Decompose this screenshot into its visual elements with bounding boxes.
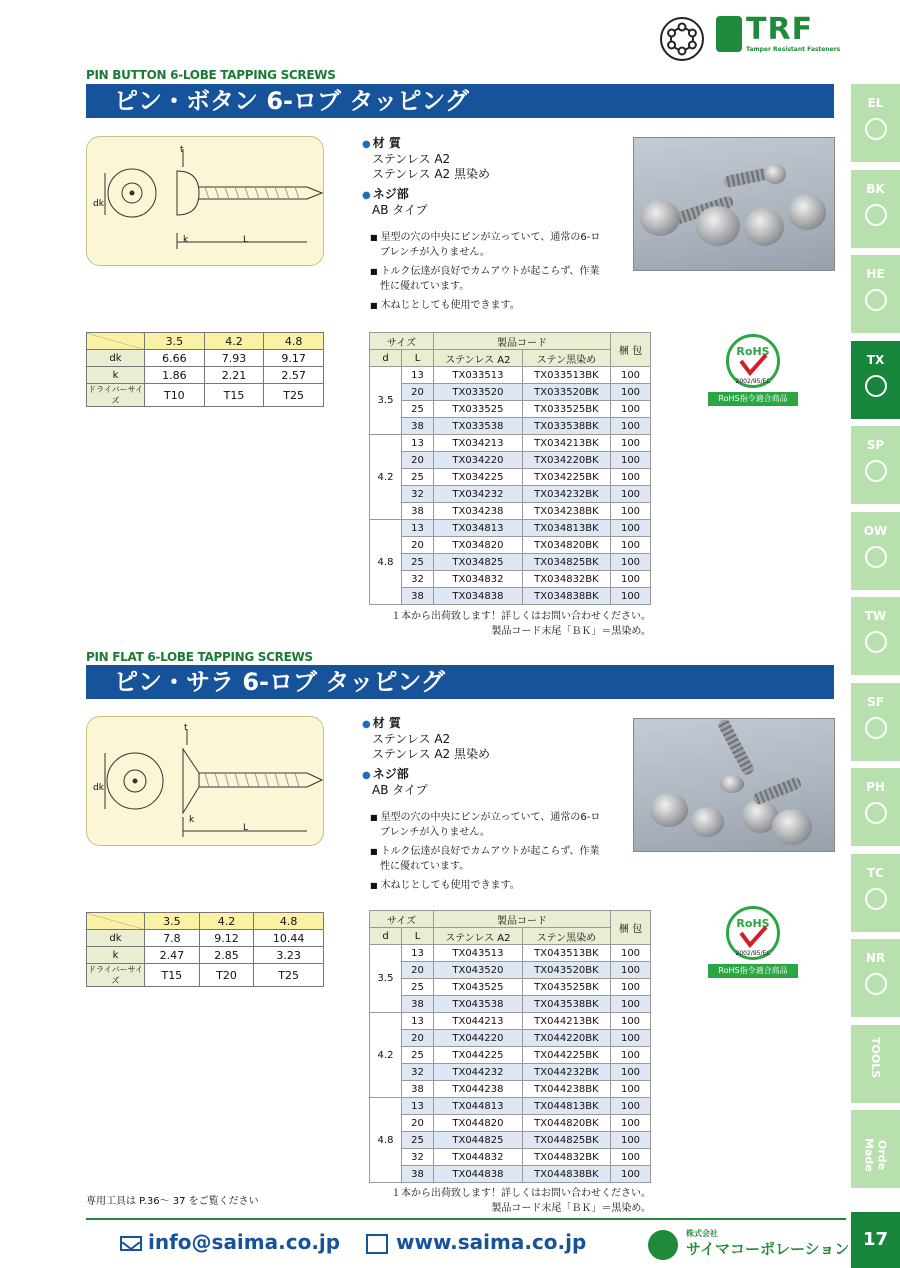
- side-tab-label: SF: [867, 694, 884, 709]
- table-row: [370, 503, 651, 520]
- table-row: [370, 996, 651, 1013]
- table-row: [370, 571, 651, 588]
- black-code-cell: TX034832BK: [522, 571, 610, 588]
- stainless-code-cell: TX044220: [434, 1030, 523, 1047]
- stainless-code-cell: TX034225: [434, 469, 523, 486]
- stainless-code-cell: TX033538: [434, 418, 523, 435]
- drive-type-icon: [865, 546, 887, 568]
- length-cell: 38: [402, 1081, 434, 1098]
- dim-label: dk: [87, 350, 145, 367]
- label-k: k: [183, 235, 189, 245]
- stainless-code-cell: TX043513: [434, 945, 523, 962]
- black-code-cell: TX044238BK: [522, 1081, 610, 1098]
- section-1-product-table: [369, 332, 651, 605]
- section-1-title-en: PIN BUTTON 6-LOBE TAPPING SCREWS: [86, 68, 336, 82]
- company-name: サイマコーポレーション: [686, 1240, 850, 1258]
- side-tab-orde-made[interactable]: [851, 1110, 900, 1188]
- size-header: 4.2: [199, 913, 254, 930]
- side-tab-tw[interactable]: [851, 597, 900, 675]
- side-tab-ph[interactable]: [851, 768, 900, 846]
- dim-label: k: [87, 367, 145, 384]
- pack-cell: 100: [611, 1081, 651, 1098]
- rohs-year: 2002/95/EC: [735, 378, 771, 385]
- length-cell: 13: [402, 520, 434, 537]
- label-dk: dk: [93, 199, 104, 209]
- stainless-code-cell: TX034838: [434, 588, 523, 605]
- side-tab-sf[interactable]: [851, 683, 900, 761]
- footer-email-link[interactable]: info@saima.co.jp: [148, 1230, 341, 1254]
- length-cell: 32: [402, 1064, 434, 1081]
- dim-value: T20: [199, 964, 254, 987]
- length-cell: 32: [402, 1149, 434, 1166]
- pack-cell: 100: [611, 537, 651, 554]
- black-code-cell: TX044220BK: [522, 1030, 610, 1047]
- stainless-code-cell: TX034820: [434, 537, 523, 554]
- pack-cell: 100: [611, 418, 651, 435]
- black-code-cell: TX034238BK: [522, 503, 610, 520]
- black-code-cell: TX033538BK: [522, 418, 610, 435]
- diameter-cell: 3.5: [370, 945, 402, 1013]
- note-item: ■ 木ねじとしても使用できます。: [370, 298, 606, 313]
- black-code-cell: TX034232BK: [522, 486, 610, 503]
- footer-divider: [86, 1218, 846, 1220]
- stainless-code-cell: TX034232: [434, 486, 523, 503]
- black-code-cell: TX044225BK: [522, 1047, 610, 1064]
- rohs-badge: [708, 906, 798, 980]
- side-tab-tools[interactable]: [851, 1025, 900, 1103]
- stainless-code-cell: TX044213: [434, 1013, 523, 1030]
- pack-cell: 100: [611, 1013, 651, 1030]
- shipping-note: １本から出荷致します！詳しくはお問い合わせください。: [391, 1188, 651, 1199]
- pack-cell: 100: [611, 1030, 651, 1047]
- label-dk: dk: [93, 783, 104, 793]
- tool-note: 専用工具は P.36～ 37 をご覧ください: [86, 1196, 259, 1207]
- note-item: ■ トルク伝達が良好でカムアウトが起こらず、作業性に優れています。: [370, 264, 606, 294]
- rohs-badge: [708, 334, 798, 408]
- bk-note: 製品コード末尾「ＢＫ」＝黒染め。: [491, 626, 651, 637]
- black-code-cell: TX043520BK: [522, 962, 610, 979]
- pack-cell: 100: [611, 401, 651, 418]
- side-tab-tc[interactable]: [851, 854, 900, 932]
- black-code-cell: TX033513BK: [522, 367, 610, 384]
- length-cell: 25: [402, 1132, 434, 1149]
- bk-note: 製品コード末尾「ＢＫ」＝黒染め。: [491, 1203, 651, 1214]
- section-2-photo: [633, 718, 835, 852]
- dim-value: T10: [145, 384, 205, 407]
- length-cell: 20: [402, 1030, 434, 1047]
- stainless-code-cell: TX044838: [434, 1166, 523, 1183]
- dim-value: 9.12: [199, 930, 254, 947]
- label-l: L: [243, 235, 249, 245]
- length-cell: 32: [402, 486, 434, 503]
- size-header: 4.8: [264, 333, 324, 350]
- rohs-year: 2002/95/EC: [735, 950, 771, 957]
- label-k: k: [189, 815, 195, 825]
- web-icon: [366, 1234, 388, 1254]
- header-code: 製品コード: [434, 911, 611, 928]
- dim-value: T15: [204, 384, 264, 407]
- pack-cell: 100: [611, 503, 651, 520]
- black-code-cell: TX044213BK: [522, 1013, 610, 1030]
- stainless-code-cell: TX034213: [434, 435, 523, 452]
- stainless-code-cell: TX044813: [434, 1098, 523, 1115]
- table-row: [370, 469, 651, 486]
- dim-value: T25: [254, 964, 324, 987]
- dim-value: 2.47: [145, 947, 200, 964]
- length-cell: 20: [402, 1115, 434, 1132]
- drive-type-icon: [865, 375, 887, 397]
- mail-icon: [120, 1236, 142, 1251]
- header-black: ステン黒染め: [522, 350, 610, 367]
- stainless-code-cell: TX044225: [434, 1047, 523, 1064]
- material-1: ステンレス A2: [372, 732, 451, 746]
- stainless-code-cell: TX034220: [434, 452, 523, 469]
- stainless-code-cell: TX033525: [434, 401, 523, 418]
- table-row: [370, 1115, 651, 1132]
- pack-cell: 100: [611, 1064, 651, 1081]
- length-cell: 38: [402, 503, 434, 520]
- shipping-note: １本から出荷致します！詳しくはお問い合わせください。: [391, 611, 651, 622]
- length-cell: 38: [402, 996, 434, 1013]
- rohs-caption: RoHS指令適合商品: [708, 964, 798, 978]
- side-tab-el[interactable]: [851, 84, 900, 162]
- diameter-cell: 4.2: [370, 1013, 402, 1098]
- drive-type-icon: [865, 888, 887, 910]
- length-cell: 13: [402, 435, 434, 452]
- size-header: 3.5: [145, 913, 200, 930]
- company-small: 株式会社: [686, 1229, 718, 1238]
- length-cell: 20: [402, 452, 434, 469]
- length-cell: 13: [402, 1098, 434, 1115]
- note-item: ■ トルク伝達が良好でカムアウトが起こらず、作業性に優れています。: [370, 844, 606, 874]
- pack-cell: 100: [611, 996, 651, 1013]
- pack-cell: 100: [611, 588, 651, 605]
- header-size: サイズ: [370, 333, 434, 350]
- stainless-code-cell: TX044825: [434, 1132, 523, 1149]
- pack-cell: 100: [611, 979, 651, 996]
- side-tab-label: NR: [865, 951, 886, 965]
- size-header: 4.8: [254, 913, 324, 930]
- thread-type: AB タイプ: [372, 203, 428, 217]
- header-pack: 梱 包: [611, 333, 651, 367]
- note-item: ■ 木ねじとしても使用できます。: [370, 878, 606, 893]
- section-1-spec: [362, 136, 490, 218]
- section-1-notes: [370, 230, 606, 313]
- pack-cell: 100: [611, 486, 651, 503]
- table-row: [370, 435, 651, 452]
- section-1-photo: [633, 137, 835, 271]
- dim-label: ドライバーサイズ: [87, 965, 144, 985]
- drive-type-icon: [865, 717, 887, 739]
- length-cell: 20: [402, 384, 434, 401]
- size-header: 4.2: [204, 333, 264, 350]
- dim-value: 6.66: [145, 350, 205, 367]
- black-code-cell: TX033525BK: [522, 401, 610, 418]
- black-code-cell: TX044838BK: [522, 1166, 610, 1183]
- table-row: [370, 962, 651, 979]
- pack-cell: 100: [611, 945, 651, 962]
- thread-type: AB タイプ: [372, 783, 428, 797]
- pack-cell: 100: [611, 367, 651, 384]
- header-size: サイズ: [370, 911, 434, 928]
- dim-value: T15: [145, 964, 200, 987]
- black-code-cell: TX044825BK: [522, 1132, 610, 1149]
- length-cell: 13: [402, 367, 434, 384]
- length-cell: 32: [402, 571, 434, 588]
- dim-value: 7.93: [204, 350, 264, 367]
- pack-cell: 100: [611, 571, 651, 588]
- section-1-drawing: [86, 136, 324, 266]
- side-tab-label: BK: [866, 181, 885, 196]
- material-heading: ● 材 質: [362, 716, 490, 732]
- header-stainless: ステンレス A2: [434, 350, 523, 367]
- material-2: ステンレス A2 黒染め: [372, 167, 490, 181]
- table-row: [370, 520, 651, 537]
- dim-value: 3.23: [254, 947, 324, 964]
- six-lobe-icon: [660, 17, 704, 61]
- side-tab-label: OW: [863, 523, 888, 538]
- table-row: [370, 1047, 651, 1064]
- pack-cell: 100: [611, 1149, 651, 1166]
- length-cell: 25: [402, 401, 434, 418]
- black-code-cell: TX034820BK: [522, 537, 610, 554]
- table-row: [370, 1149, 651, 1166]
- stainless-code-cell: TX043525: [434, 979, 523, 996]
- thread-heading: ● ネジ部: [362, 187, 490, 203]
- side-tab-he[interactable]: [851, 255, 900, 333]
- table-row: [370, 537, 651, 554]
- header-black: ステン黒染め: [522, 928, 610, 945]
- side-tab-label: TX: [866, 352, 885, 367]
- pack-cell: 100: [611, 1166, 651, 1183]
- stainless-code-cell: TX033520: [434, 384, 523, 401]
- stainless-code-cell: TX044832: [434, 1149, 523, 1166]
- pack-cell: 100: [611, 962, 651, 979]
- side-tab-label: TW: [864, 609, 887, 623]
- table-row: [370, 1030, 651, 1047]
- stainless-code-cell: TX044820: [434, 1115, 523, 1132]
- rohs-caption: RoHS指令適合商品: [708, 392, 798, 406]
- table-row: [370, 1081, 651, 1098]
- length-cell: 13: [402, 1013, 434, 1030]
- black-code-cell: TX034225BK: [522, 469, 610, 486]
- stainless-code-cell: TX044232: [434, 1064, 523, 1081]
- dim-label: k: [87, 947, 145, 964]
- section-1-title-jp: ピン・ボタン 6-ロブ タッピング: [86, 84, 834, 118]
- drive-type-icon: [865, 289, 887, 311]
- drive-type-icon: [865, 631, 887, 653]
- black-code-cell: TX043538BK: [522, 996, 610, 1013]
- material-heading: ● 材 質: [362, 136, 490, 152]
- section-1-table-notes: [369, 609, 651, 639]
- black-code-cell: TX044832BK: [522, 1149, 610, 1166]
- size-header: 3.5: [145, 333, 205, 350]
- length-cell: 25: [402, 469, 434, 486]
- drive-type-icon: [865, 802, 887, 824]
- stainless-code-cell: TX043520: [434, 962, 523, 979]
- svg-text:RoHS: RoHS: [736, 345, 770, 358]
- table-row: [370, 486, 651, 503]
- pack-cell: 100: [611, 452, 651, 469]
- side-tab-label: SP: [866, 438, 885, 452]
- black-code-cell: TX034825BK: [522, 554, 610, 571]
- side-tab-sp[interactable]: [851, 426, 900, 504]
- table-row: [370, 384, 651, 401]
- label-t: t: [184, 723, 188, 733]
- black-code-cell: TX033520BK: [522, 384, 610, 401]
- table-row: [370, 554, 651, 571]
- pack-cell: 100: [611, 1132, 651, 1149]
- diameter-cell: 4.8: [370, 520, 402, 605]
- black-code-cell: TX044820BK: [522, 1115, 610, 1132]
- header-pack: 梱 包: [611, 911, 651, 945]
- table-row: [370, 1166, 651, 1183]
- header-d: d: [370, 928, 402, 945]
- header-d: d: [370, 350, 402, 367]
- section-2-dimension-table: [86, 912, 324, 987]
- dim-value: 9.17: [264, 350, 324, 367]
- dim-value: 7.8: [145, 930, 200, 947]
- side-tab-label: TC: [867, 865, 884, 880]
- length-cell: 25: [402, 554, 434, 571]
- length-cell: 38: [402, 1166, 434, 1183]
- length-cell: 38: [402, 418, 434, 435]
- drive-type-icon: [865, 118, 887, 140]
- note-item: ■ 星型の穴の中央にピンが立っていて、通常の6-ロブレンチが入りません。: [370, 810, 606, 840]
- length-cell: 20: [402, 537, 434, 554]
- header-code: 製品コード: [434, 333, 611, 350]
- black-code-cell: TX034220BK: [522, 452, 610, 469]
- table-row: [370, 945, 651, 962]
- table-row: [370, 1013, 651, 1030]
- black-code-cell: TX034838BK: [522, 588, 610, 605]
- section-2-notes: [370, 810, 606, 893]
- stainless-code-cell: TX034832: [434, 571, 523, 588]
- diameter-cell: 4.8: [370, 1098, 402, 1183]
- pack-cell: 100: [611, 554, 651, 571]
- black-code-cell: TX034813BK: [522, 520, 610, 537]
- label-t: t: [180, 145, 184, 155]
- pack-cell: 100: [611, 1098, 651, 1115]
- dim-value: T25: [264, 384, 324, 407]
- dim-value: 2.21: [204, 367, 264, 384]
- black-code-cell: TX034213BK: [522, 435, 610, 452]
- section-2-title-en: PIN FLAT 6-LOBE TAPPING SCREWS: [86, 650, 313, 664]
- table-row: [370, 1132, 651, 1149]
- stainless-code-cell: TX034813: [434, 520, 523, 537]
- header-l: L: [402, 350, 434, 367]
- black-code-cell: TX044813BK: [522, 1098, 610, 1115]
- dim-value: 1.86: [145, 367, 205, 384]
- stainless-code-cell: TX034825: [434, 554, 523, 571]
- stainless-code-cell: TX033513: [434, 367, 523, 384]
- side-tab-label: Orde Made: [862, 1138, 889, 1172]
- note-item: ■ 星型の穴の中央にピンが立っていて、通常の6-ロブレンチが入りません。: [370, 230, 606, 260]
- black-code-cell: TX043513BK: [522, 945, 610, 962]
- table-row: [370, 588, 651, 605]
- pack-cell: 100: [611, 1047, 651, 1064]
- dim-value: 2.85: [199, 947, 254, 964]
- section-1-dimension-table: [86, 332, 324, 407]
- pack-cell: 100: [611, 1115, 651, 1132]
- material-2: ステンレス A2 黒染め: [372, 747, 490, 761]
- table-row: [370, 401, 651, 418]
- length-cell: 38: [402, 588, 434, 605]
- length-cell: 25: [402, 979, 434, 996]
- length-cell: 20: [402, 962, 434, 979]
- table-row: [370, 367, 651, 384]
- section-2-spec: [362, 716, 490, 798]
- diameter-cell: 3.5: [370, 367, 402, 435]
- side-tab-label: PH: [866, 780, 885, 794]
- stainless-code-cell: TX034238: [434, 503, 523, 520]
- black-code-cell: TX043525BK: [522, 979, 610, 996]
- pack-cell: 100: [611, 435, 651, 452]
- svg-text:RoHS: RoHS: [736, 917, 770, 930]
- table-row: [370, 1098, 651, 1115]
- dim-label: dk: [87, 930, 145, 947]
- dim-label: ドライバーサイズ: [87, 385, 144, 405]
- diameter-cell: 4.2: [370, 435, 402, 520]
- page-number: 17: [851, 1212, 900, 1268]
- dim-value: 2.57: [264, 367, 324, 384]
- table-row: [370, 452, 651, 469]
- side-tab-label: TOOLS: [869, 1036, 882, 1078]
- header-l: L: [402, 928, 434, 945]
- dim-value: 10.44: [254, 930, 324, 947]
- side-tab-ow[interactable]: [851, 512, 900, 590]
- pack-cell: 100: [611, 384, 651, 401]
- stainless-code-cell: TX043538: [434, 996, 523, 1013]
- trf-logo: TRF Tamper Resistant Fasteners: [716, 16, 838, 56]
- drive-type-icon: [865, 204, 887, 226]
- section-2-table-notes: [369, 1186, 651, 1216]
- material-1: ステンレス A2: [372, 152, 451, 166]
- side-tab-tx[interactable]: [851, 341, 900, 419]
- side-tab-bk[interactable]: [851, 170, 900, 248]
- section-2-drawing: [86, 716, 324, 846]
- length-cell: 25: [402, 1047, 434, 1064]
- black-code-cell: TX044232BK: [522, 1064, 610, 1081]
- table-row: [370, 418, 651, 435]
- side-tab-label: EL: [867, 96, 884, 110]
- pack-cell: 100: [611, 469, 651, 486]
- table-row: [370, 979, 651, 996]
- drive-type-icon: [865, 460, 887, 482]
- header-stainless: ステンレス A2: [434, 928, 523, 945]
- thread-heading: ● ネジ部: [362, 767, 490, 783]
- side-tab-label: HE: [866, 267, 885, 281]
- drive-type-icon: [865, 973, 887, 995]
- section-2-product-table: [369, 910, 651, 1183]
- side-tab-nr[interactable]: [851, 939, 900, 1017]
- section-2-title-jp: ピン・サラ 6-ロブ タッピング: [86, 665, 834, 699]
- table-row: [370, 1064, 651, 1081]
- pack-cell: 100: [611, 520, 651, 537]
- stainless-code-cell: TX044238: [434, 1081, 523, 1098]
- label-l: L: [243, 823, 249, 833]
- length-cell: 13: [402, 945, 434, 962]
- footer-web-link[interactable]: www.saima.co.jp: [396, 1230, 587, 1254]
- company-logo-icon: [648, 1230, 678, 1260]
